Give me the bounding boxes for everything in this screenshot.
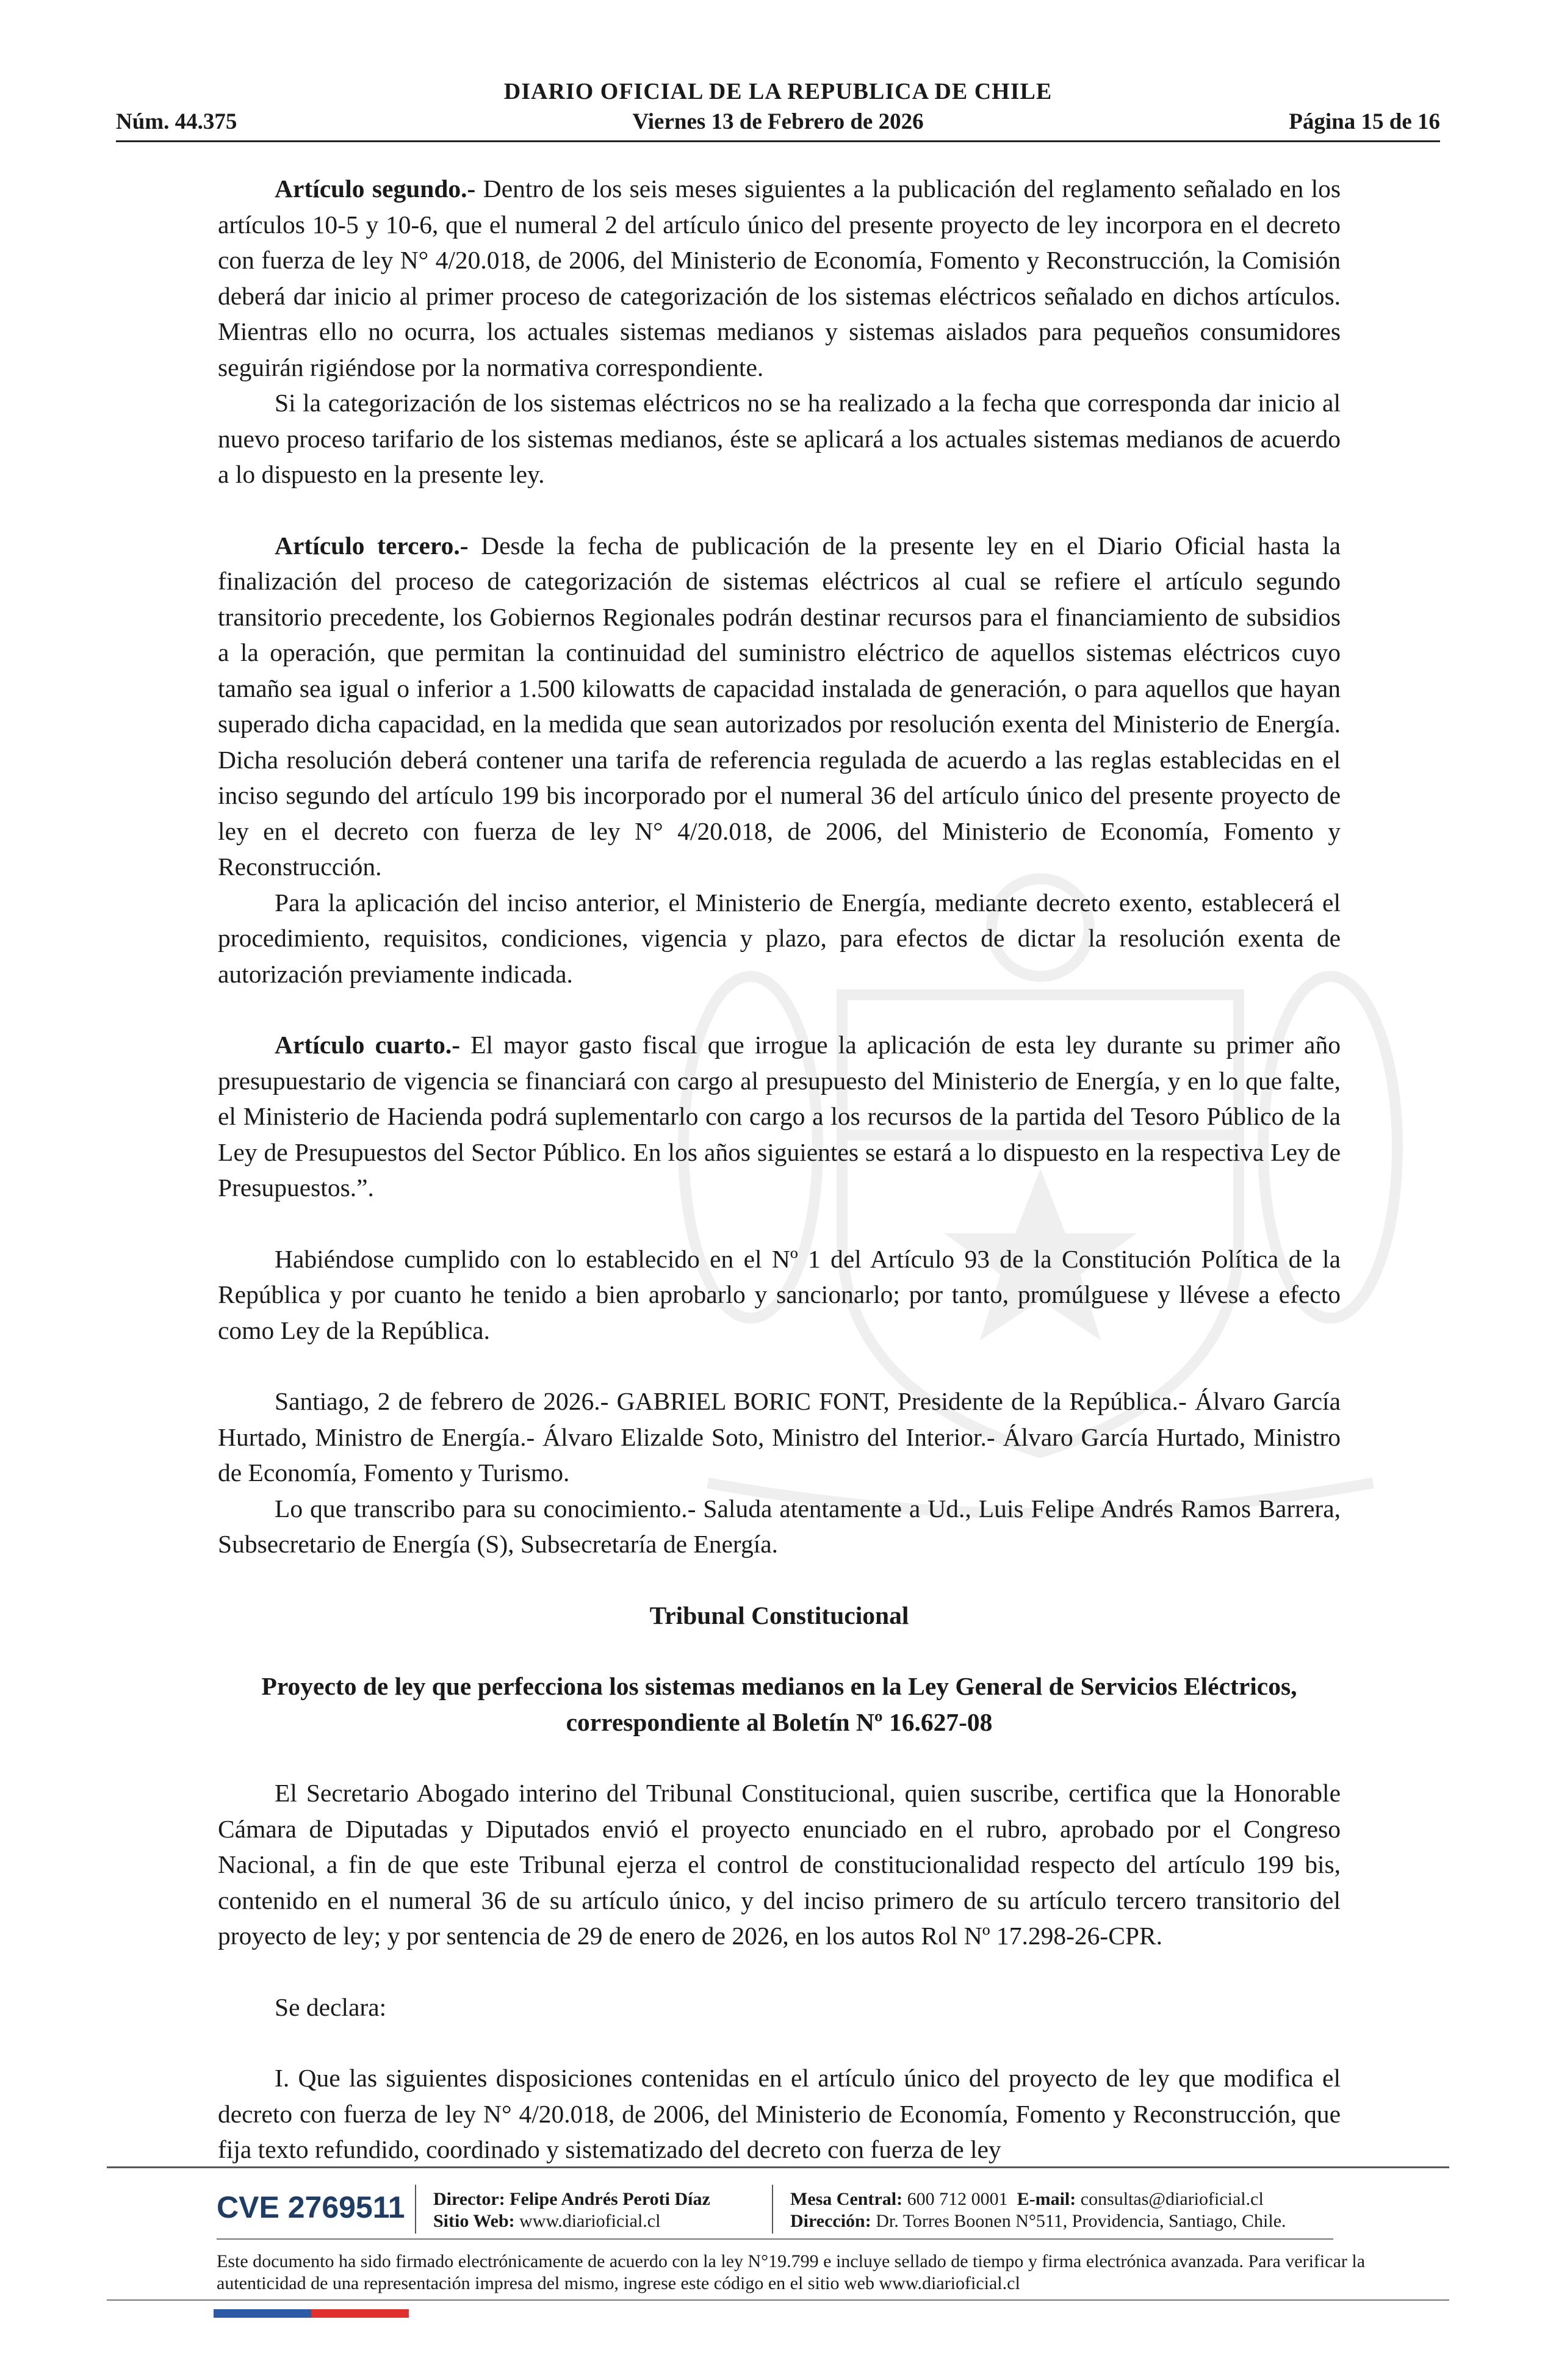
tc-paragraph-3: I. Que las siguientes disposiciones contenidas en el artículo único del proyecto de ley que modifica el decreto con fuerza de ley N° 4/20.018, de 2006, del Ministerio de Economía, Fomento y Reconstrucción, que fija texto refundido, coordinado y sistematizado del decreto con fuerza de ley <box>218 2064 1341 2163</box>
art3-text: Desde la fecha de publicación de la presente ley en el Diario Oficial hasta la finalización del proceso de categorización de sistemas eléctricos al cual se refiere el artículo segundo transitorio precedente, los Gobiernos Regionales podrán destinar recursos para el financiamiento de subsidios a la operación, que permitan la continuidad del suministro eléctrico de aquellos sistemas eléctricos cuyo tamaño sea igual o inferior a 1.500 kilowatts de capacidad instalada de generación, o para aquellos que hayan superado dicha capacidad, en la medida que sean autorizados por resolución exenta del Ministerio de Energía. Dicha resolución deberá contener una tarifa de referencia regulada de acuerdo a las reglas establecidas en el inciso segundo del artículo 199 bis incorporado por el numeral 36 del artículo único del presente proyecto de ley en el decreto con fuerza de ley N° 4/20.018, de 2006, del Ministerio de Economía, Fomento y Reconstrucción. <box>218 531 1341 881</box>
document-body <box>218 171 1341 2168</box>
website-link[interactable]: www.diarioficial.cl <box>514 2211 661 2231</box>
director-name: Felipe Andrés Peroti Díaz <box>505 2189 710 2209</box>
tc-subheading: Proyecto de ley que perfecciona los sistemas medianos en la Ley General de Servicios Eléctricos, correspondiente al Boletín Nº 16.627-08 <box>261 1672 1297 1736</box>
legal-notice: Este documento ha sido firmado electrónicamente de acuerdo con la ley N°19.799 e incluye sellado de tiempo y firma electrónica avanzada. Para verificar la autenticidad de una representación impresa del mismo, ingrese este código en el sitio web www.diarioficial.cl <box>217 2251 1366 2293</box>
flag-blue-segment <box>214 2309 311 2318</box>
signature-paragraph: Santiago, 2 de febrero de 2026.- GABRIEL BORIC FONT, Presidente de la República.- Álvaro García Hurtado, Ministro de Energía.- Álvaro Elizalde Soto, Ministro del Interior.- Álvaro García Hurtado, Ministro de Economía, Fomento y Turismo. <box>218 1387 1341 1487</box>
transcribe-paragraph: Lo que transcribo para su conocimiento.- Saluda atentamente a Ud., Luis Felipe Andrés Ramos Barrera, Subsecretario de Energía (S), Subsecretaría de Energía. <box>218 1494 1341 1558</box>
page-number: Página 15 de 16 <box>1289 109 1440 134</box>
tc-paragraph-2: Se declara: <box>275 1992 387 2021</box>
director-line <box>433 2188 710 2210</box>
director-info <box>433 2188 710 2232</box>
address-line <box>790 2210 1286 2232</box>
flag-red-segment <box>311 2309 409 2318</box>
art3-title: Artículo tercero.- <box>275 531 469 560</box>
contact-line <box>790 2188 1286 2210</box>
promulgation-paragraph: Habiéndose cumplido con lo establecido en el Nº 1 del Artículo 93 de la Constitución Política de la República y por cuanto he tenido a bien aprobarlo y sancionarlo; por tanto, promúlguese y llévese a efecto como Ley de la República. <box>218 1244 1341 1344</box>
tc-paragraph-1: El Secretario Abogado interino del Tribunal Constitucional, quien suscribe, certifica que la Honorable Cámara de Diputadas y Diputados envió el proyecto enunciado en el rubro, aprobado por el Congreso Nacional, a fin de que este Tribunal ejerza el control de constitucionalidad respecto del artículo 199 bis, contenido en el numeral 36 de su artículo único, y del inciso primero de su artículo tercero transitorio del proyecto de ley; y por sentencia de 29 de enero de 2026, en los autos Rol Nº 17.298-26-CPR. <box>218 1779 1341 1950</box>
address-label: Dirección: <box>790 2211 871 2231</box>
mesa-label: Mesa Central: <box>790 2189 903 2209</box>
art2-paragraph-2: Si la categorización de los sistemas eléctricos no se ha realizado a la fecha que corresponda dar inicio al nuevo proceso tarifario de los sistemas medianos, éste se aplicará a los actuales sistemas medianos de acuerdo a lo dispuesto en la presente ley. <box>218 389 1341 488</box>
website-label: Sitio Web: <box>433 2211 515 2231</box>
gazette-title: DIARIO OFICIAL DE LA REPUBLICA DE CHILE <box>503 79 1053 104</box>
tc-heading: Tribunal Constitucional <box>649 1601 909 1629</box>
page-footer <box>107 2166 1449 2325</box>
footer-separator <box>415 2185 416 2234</box>
issue-date: Viernes 13 de Febrero de 2026 <box>632 109 924 134</box>
contact-info <box>790 2188 1286 2232</box>
page-header <box>116 72 1440 145</box>
art3-paragraph <box>218 528 1341 885</box>
director-label: Director: <box>433 2189 505 2209</box>
footer-top-divider <box>107 2166 1449 2168</box>
art3-paragraph-2: Para la aplicación del inciso anterior, el Ministerio de Energía, mediante decreto exento, establecerá el procedimiento, requisitos, condiciones, vigencia y plazo, para efectos de dictar la resolución exenta de autorización previamente indicada. <box>218 888 1341 988</box>
art2-text: Dentro de los seis meses siguientes a la publicación del reglamento señalado en los artículos 10-5 y 10-6, que el numeral 2 del artículo único del presente proyecto de ley incorpora en el decreto con fuerza de ley N° 4/20.018, de 2006, del Ministerio de Economía, Fomento y Reconstrucción, la Comisión deberá dar inicio al primer proceso de categorización de los sistemas eléctricos señalado en dichos artículos. Mientras ello no ocurra, los actuales sistemas medianos y sistemas aislados para pequeños consumidores seguirán rigiéndose por la normativa correspondiente. <box>218 175 1341 381</box>
website-line <box>433 2210 710 2232</box>
footer-mid-divider <box>217 2238 1333 2240</box>
cve-code: CVE 2769511 <box>217 2190 405 2224</box>
mesa-phone: 600 712 0001 <box>902 2189 1008 2209</box>
footer-bottom-divider <box>107 2299 1449 2301</box>
email-link[interactable]: consultas@diarioficial.cl <box>1076 2189 1264 2209</box>
art4-title: Artículo cuarto.- <box>275 1031 461 1059</box>
art4-text: El mayor gasto fiscal que irrogue la aplicación de esta ley durante su primer año presupuestario de vigencia se financiará con cargo al presupuesto del Ministerio de Energía, y en lo que falte, el Ministerio de Hacienda podrá suplementarlo con cargo a los recursos de la partida del Tesoro Público de la Ley de Presupuestos del Sector Público. En los años siguientes se estará a lo dispuesto en la respectiva Ley de Presupuestos.”. <box>218 1031 1341 1202</box>
header-divider <box>116 140 1440 142</box>
address-text: Dr. Torres Boonen N°511, Providencia, Santiago, Chile. <box>871 2211 1286 2231</box>
flag-stripe <box>214 2309 409 2318</box>
art2-title: Artículo segundo.- <box>275 175 476 203</box>
footer-separator <box>772 2185 773 2234</box>
email-label: E-mail: <box>1017 2189 1076 2209</box>
art4-paragraph <box>218 1027 1341 1206</box>
art2-paragraph <box>218 171 1341 385</box>
issue-number: Núm. 44.375 <box>116 109 237 134</box>
